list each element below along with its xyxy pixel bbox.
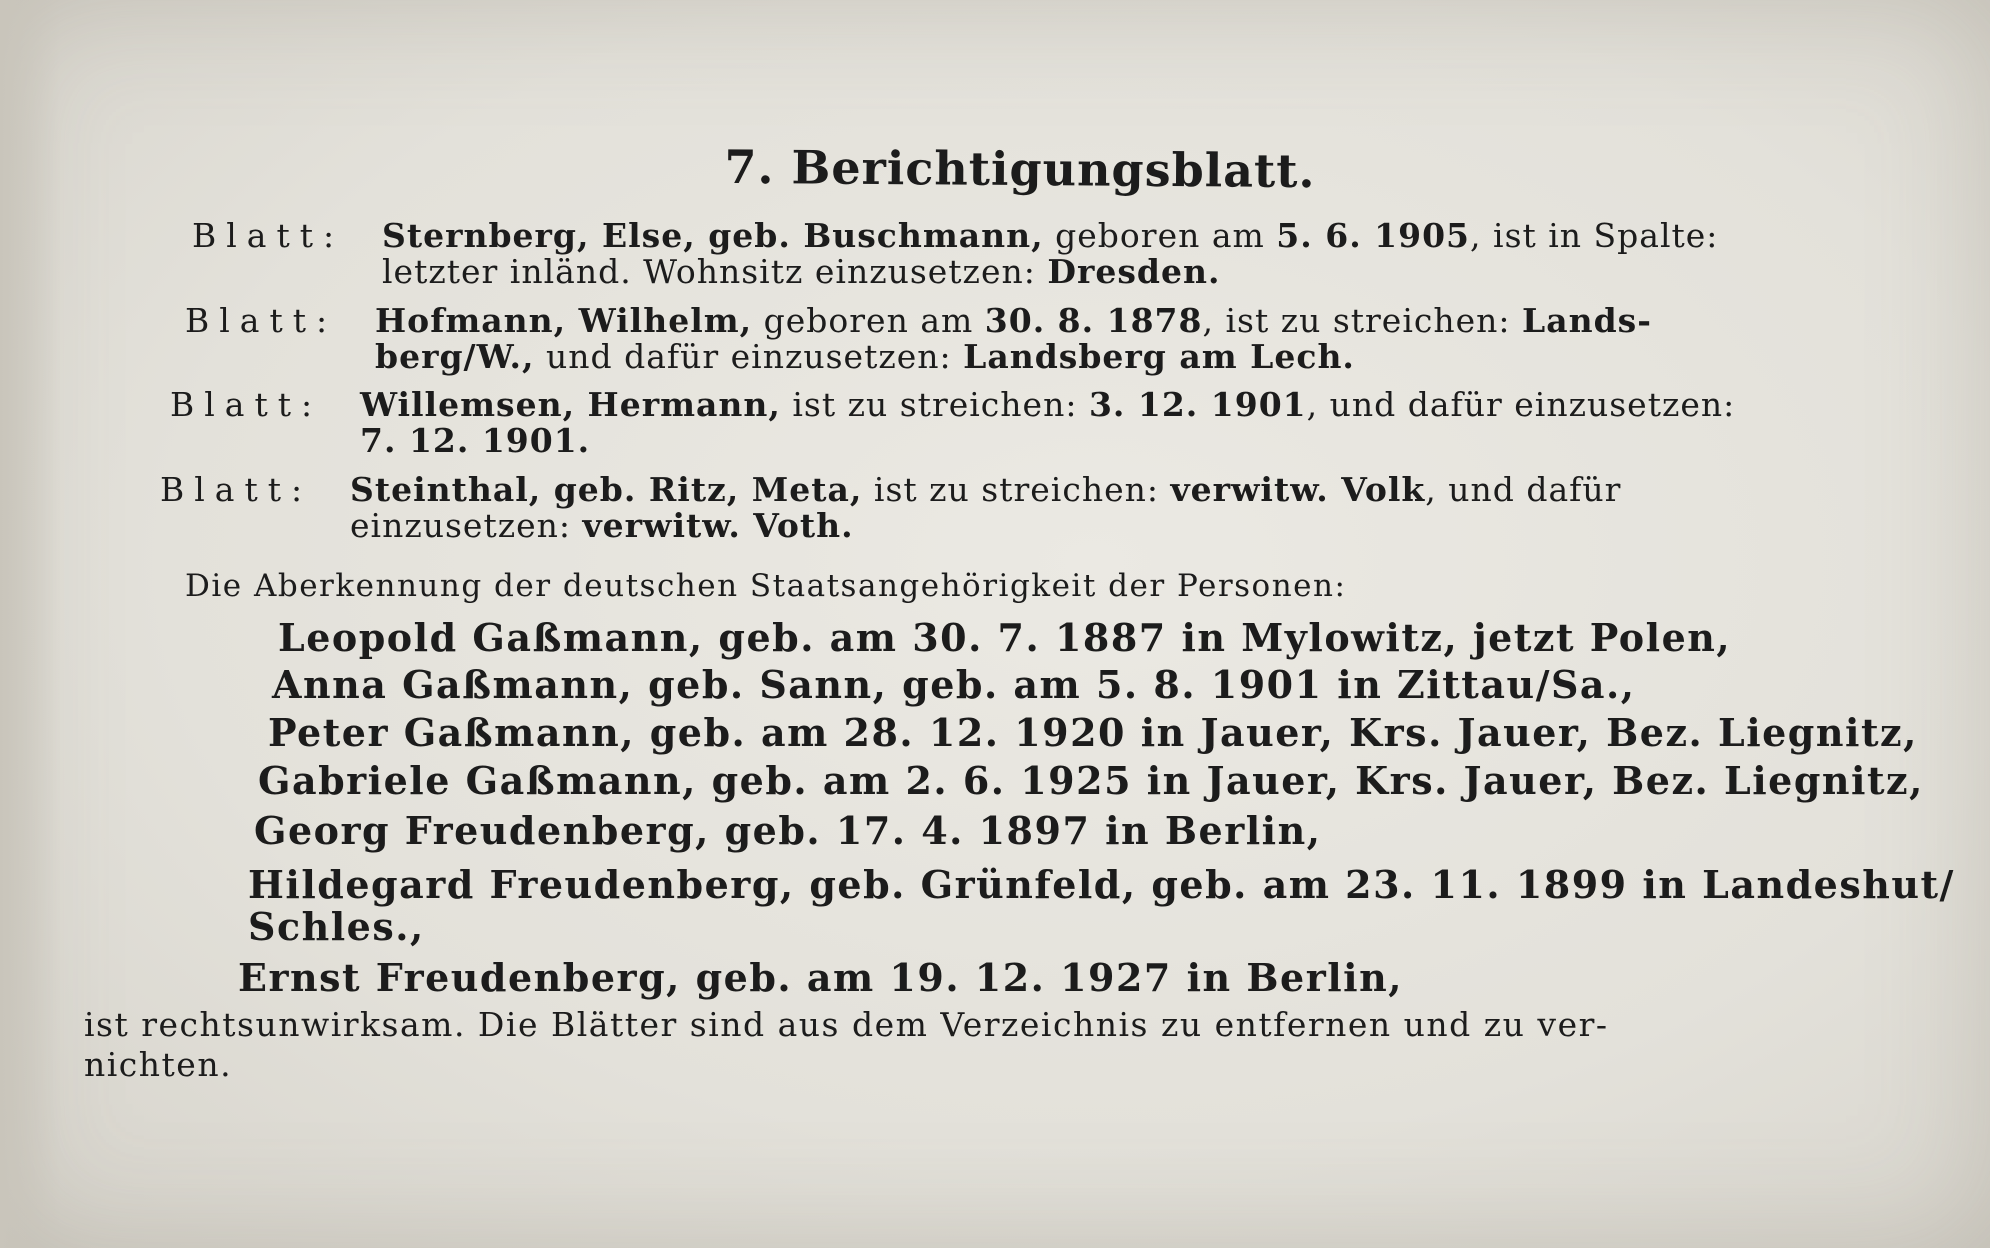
entry-text: , und dafür einzusetzen: [1306,385,1736,424]
page-gutter-shadow [0,0,60,1248]
entry-line [382,216,1719,255]
entry-text: ist zu streichen: [862,470,1171,509]
entry-line [360,385,1736,424]
entry-text: ist zu streichen: [780,385,1089,424]
closing-line: ist rechtsunwirksam. Die Blätter sind aus dem Verzeichnis zu entfernen und zu ver- [84,1005,1609,1044]
entry-body [350,472,1640,544]
entry-date: 5. 6. 1905 [1276,216,1471,255]
entry-value: berg/W., [375,337,535,376]
entry-name: Steinthal, geb. Ritz, Meta, [350,470,863,509]
entry-name: Willemsen, Hermann, [360,385,781,424]
person-line: Ernst Freudenberg, geb. am 19. 12. 1927 in Berlin, [238,955,1403,1000]
entry-text: geboren am [752,301,985,340]
entry-name: Hofmann, Wilhelm, [375,301,753,340]
entry-line [360,423,1650,459]
person-line: Leopold Gaßmann, geb. am 30. 7. 1887 in Mylowitz, jetzt Polen, [278,615,1732,660]
entry-text: letzter inländ. Wohnsitz einzusetzen: [382,252,1048,291]
entry-body [360,385,1736,460]
entry-body [382,216,1719,291]
person-line: Anna Gaßmann, geb. Sann, geb. am 5. 8. 1901 in Zittau/Sa., [272,662,1636,707]
entry-date: 3. 12. 1901 [1088,385,1307,424]
person-line: Georg Freudenberg, geb. 17. 4. 1897 in Berlin, [254,808,1322,853]
entry-body [375,303,1665,375]
entry-text: , ist zu streichen: [1202,301,1522,340]
person-line: Gabriele Gaßmann, geb. am 2. 6. 1925 in Jauer, Krs. Jauer, Bez. Liegnitz, [258,758,1924,803]
entry-key: Blatt: [160,470,313,509]
entry-key: Blatt: [192,216,345,255]
entry-line [382,254,1672,290]
entry-text: einzusetzen: [350,506,583,545]
person-line: Schles., [248,904,425,949]
entry-value: Landsberg am Lech. [963,337,1355,376]
entry-line [350,508,1640,544]
entry-value: Dresden. [1047,252,1221,291]
entry-text: , ist in Spalte: [1470,216,1719,255]
entry-date: 7. 12. 1901. [360,421,591,460]
closing-line: nichten. [84,1045,233,1084]
person-line: Peter Gaßmann, geb. am 28. 12. 1920 in Jauer, Krs. Jauer, Bez. Liegnitz, [268,710,1918,755]
entry-line [375,303,1665,339]
entry-text: , und dafür [1425,470,1622,509]
entry-line [350,472,1640,508]
person-line: Hildegard Freudenberg, geb. Grünfeld, geb. am 23. 11. 1899 in Landeshut/ [248,862,1955,907]
entry-value: verwitw. Voth. [582,506,854,545]
entry-name: Sternberg, Else, geb. Buschmann, [382,216,1044,255]
entry-value: verwitw. Volk [1170,470,1426,509]
entry-value: Lands- [1522,301,1652,340]
page-title: 7. Berichtigungsblatt. [724,139,1316,199]
revocation-intro: Die Aberkennung der deutschen Staatsangehörigkeit der Personen: [185,568,1347,604]
entry-date: 30. 8. 1878 [984,301,1203,340]
entry-text: geboren am [1043,216,1277,255]
entry-key: Blatt: [170,385,323,424]
entry-line [375,339,1665,375]
entry-text: und dafür einzusetzen: [534,337,964,376]
closing-paragraph [84,1005,1864,1085]
entry-key: Blatt: [185,301,338,340]
